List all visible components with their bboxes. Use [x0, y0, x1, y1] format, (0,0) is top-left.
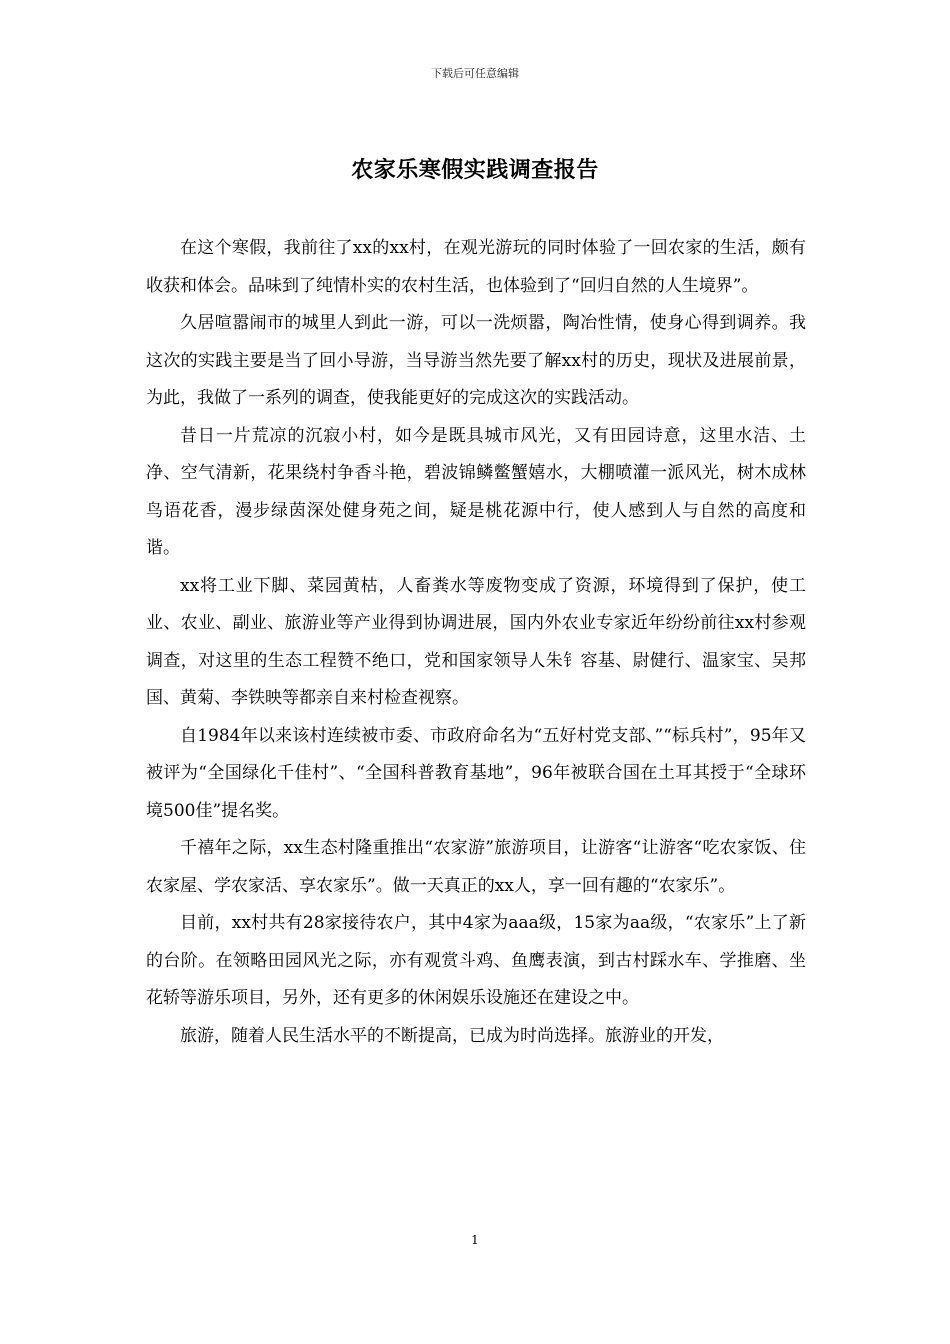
paragraph: 千禧年之际，xx生态村隆重推出“农家游”旅游项目，让游客“让游客“吃农家饭、住农家屋、学农家活、享农家乐”。做一天真正的xx人，享一回有趣的“农家乐”。 — [146, 838, 806, 896]
download-note: 下载后可任意编辑 — [431, 67, 519, 80]
document-body — [146, 230, 806, 1055]
page-number: 1 — [471, 1233, 479, 1247]
paragraph: 自1984年以来该村连续被市委、市政府命名为“五好村党支部、”“标兵村”，95年又被评为“全国绿化千佳村”、“全国科普教育基地”，96年被联合国在土耳其授于“全球环境500佳”提名奖。 — [146, 725, 806, 821]
paragraph: 昔日一片荒凉的沉寂小村，如今是既具城市风光，又有田园诗意，这里水洁、土净、空气清新，花果绕村争香斗艳，碧波锦鳞鳖蟹嬉水，大棚喷灌一派风光，树木成林鸟语花香，漫步绿茵深处健身苑之间，疑是桃花源中行，使人感到人与自然的高度和谐。 — [146, 425, 806, 558]
paragraph: xx将工业下脚、菜园黄枯，人畜粪水等废物变成了资源，环境得到了保护，使工业、农业、副业、旅游业等产业得到协调进展，国内外农业专家近年纷纷前往xx村参观调查，对这里的生态工程赞不绝口，党和国家领导人朱钅容基、尉健行、温家宝、吴邦国、黄菊、李铁映等都亲自来村检查视察。 — [146, 575, 806, 708]
paragraph: 目前，xx村共有28家接待农户，其中4家为aaa级，15家为aa级，“农家乐”上了新的台阶。在领略田园风光之际，亦有观赏斗鸡、鱼鹰表演，到古村踩水车、学推磨、坐花轿等游乐项目，另外，还有更多的休闲娱乐设施还在建设之中。 — [146, 913, 806, 1008]
paragraph: 在这个寒假，我前往了xx的xx村，在观光游玩的同时体验了一回农家的生活，颇有收获和体会。品味到了纯情朴实的农村生活，也体验到了“回归自然的人生境界”。 — [146, 238, 806, 296]
paragraph: 旅游，随着人民生活水平的不断提高，已成为时尚选择。旅游业的开发， — [180, 1025, 724, 1046]
document-title: 农家乐寒假实践调查报告 — [351, 157, 599, 183]
paragraph: 久居喧嚣闹市的城里人到此一游，可以一洗烦嚣，陶冶性情，使身心得到调养。我这次的实践主要是当了回小导游，当导游当然先要了解xx村的历史，现状及进展前景，为此，我做了一系列的调查，使我能更好的完成这次的实践活动。 — [146, 313, 806, 408]
